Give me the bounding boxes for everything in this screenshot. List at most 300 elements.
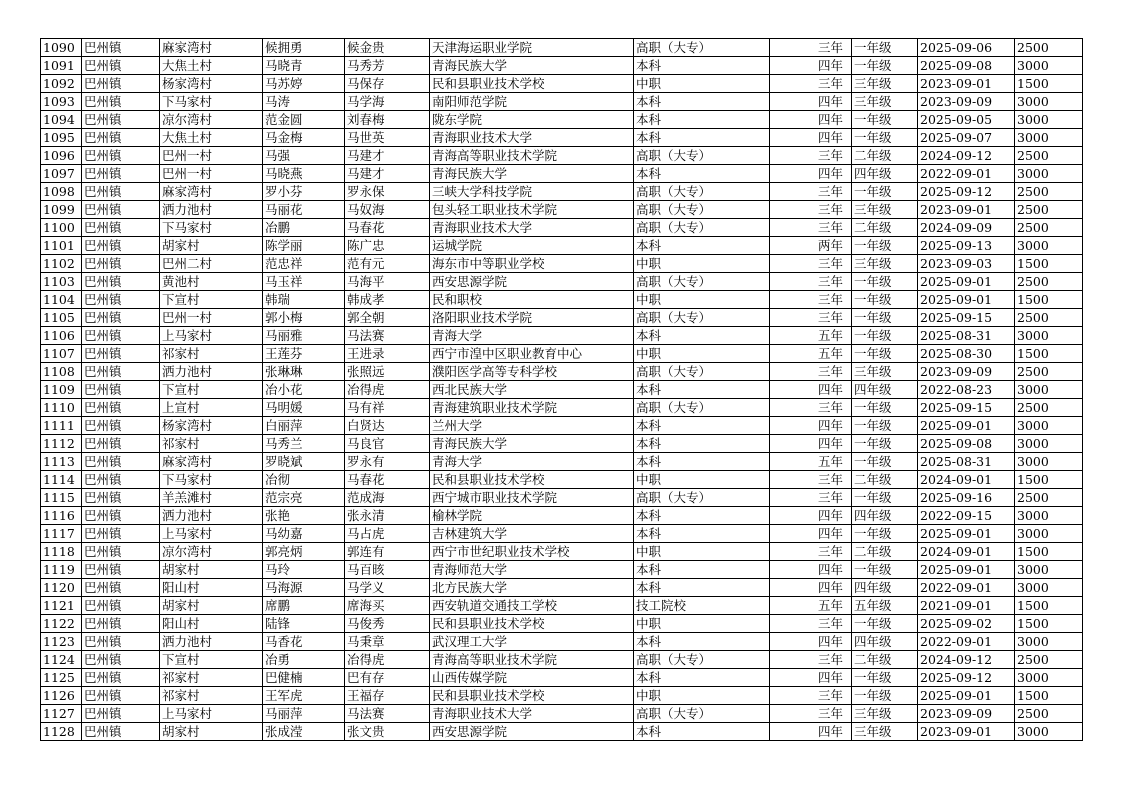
grade-cell: 一年级	[852, 417, 918, 435]
student-name-cell: 马丽雅	[263, 327, 345, 345]
education-level-cell: 高职（大专）	[634, 219, 770, 237]
grade-cell: 二年级	[852, 543, 918, 561]
student-name-cell: 马强	[263, 147, 345, 165]
education-level-cell: 本科	[634, 417, 770, 435]
program-length-cell: 三年	[770, 273, 852, 291]
table-row	[41, 507, 1083, 525]
village-cell: 杨家湾村	[160, 75, 263, 93]
village-cell: 大焦土村	[160, 129, 263, 147]
program-length-cell: 三年	[770, 255, 852, 273]
aid-amount-cell: 1500	[1015, 255, 1083, 273]
student-name-cell: 范宗亮	[263, 489, 345, 507]
enrollment-date-cell: 2022-09-01	[918, 165, 1015, 183]
student-name-cell: 席鹏	[263, 597, 345, 615]
grade-cell: 五年级	[852, 597, 918, 615]
town-cell: 巴州镇	[82, 561, 160, 579]
row-number-cell: 1103	[41, 273, 82, 291]
town-cell: 巴州镇	[82, 39, 160, 57]
education-level-cell: 本科	[634, 93, 770, 111]
education-level-cell: 本科	[634, 129, 770, 147]
student-name-cell: 马香花	[263, 633, 345, 651]
school-cell: 武汉理工大学	[430, 633, 634, 651]
grade-cell: 二年级	[852, 147, 918, 165]
grade-cell: 一年级	[852, 453, 918, 471]
program-length-cell: 四年	[770, 381, 852, 399]
student-name-cell: 范金圆	[263, 111, 345, 129]
aid-amount-cell: 3000	[1015, 453, 1083, 471]
school-cell: 青海大学	[430, 327, 634, 345]
aid-amount-cell: 1500	[1015, 543, 1083, 561]
aid-amount-cell: 1500	[1015, 291, 1083, 309]
row-number-cell: 1096	[41, 147, 82, 165]
enrollment-date-cell: 2023-09-09	[918, 705, 1015, 723]
student-name-cell: 马幼嘉	[263, 525, 345, 543]
education-level-cell: 本科	[634, 165, 770, 183]
student-name-cell: 马涛	[263, 93, 345, 111]
aid-amount-cell: 3000	[1015, 165, 1083, 183]
program-length-cell: 三年	[770, 309, 852, 327]
aid-amount-cell: 1500	[1015, 615, 1083, 633]
table-row	[41, 363, 1083, 381]
guardian-name-cell: 冶得虎	[345, 381, 430, 399]
education-level-cell: 高职（大专）	[634, 309, 770, 327]
education-level-cell: 本科	[634, 237, 770, 255]
education-level-cell: 本科	[634, 525, 770, 543]
town-cell: 巴州镇	[82, 615, 160, 633]
town-cell: 巴州镇	[82, 165, 160, 183]
guardian-name-cell: 席海买	[345, 597, 430, 615]
program-length-cell: 四年	[770, 111, 852, 129]
village-cell: 洒力池村	[160, 363, 263, 381]
education-level-cell: 中职	[634, 687, 770, 705]
enrollment-date-cell: 2025-09-06	[918, 39, 1015, 57]
guardian-name-cell: 郭连有	[345, 543, 430, 561]
program-length-cell: 五年	[770, 345, 852, 363]
guardian-name-cell: 马法赛	[345, 327, 430, 345]
program-length-cell: 四年	[770, 525, 852, 543]
town-cell: 巴州镇	[82, 363, 160, 381]
aid-amount-cell: 2500	[1015, 489, 1083, 507]
education-level-cell: 高职（大专）	[634, 363, 770, 381]
village-cell: 祁家村	[160, 435, 263, 453]
row-number-cell: 1093	[41, 93, 82, 111]
aid-amount-cell: 2500	[1015, 273, 1083, 291]
row-number-cell: 1101	[41, 237, 82, 255]
village-cell: 巴州一村	[160, 147, 263, 165]
grade-cell: 一年级	[852, 183, 918, 201]
village-cell: 下宣村	[160, 291, 263, 309]
row-number-cell: 1095	[41, 129, 82, 147]
town-cell: 巴州镇	[82, 723, 160, 741]
enrollment-date-cell: 2025-08-30	[918, 345, 1015, 363]
grade-cell: 一年级	[852, 237, 918, 255]
program-length-cell: 四年	[770, 129, 852, 147]
grade-cell: 一年级	[852, 435, 918, 453]
town-cell: 巴州镇	[82, 219, 160, 237]
student-name-cell: 马苏婷	[263, 75, 345, 93]
education-level-cell: 本科	[634, 669, 770, 687]
program-length-cell: 四年	[770, 579, 852, 597]
row-number-cell: 1122	[41, 615, 82, 633]
grade-cell: 二年级	[852, 471, 918, 489]
enrollment-date-cell: 2025-09-15	[918, 399, 1015, 417]
aid-amount-cell: 2500	[1015, 309, 1083, 327]
row-number-cell: 1127	[41, 705, 82, 723]
program-length-cell: 四年	[770, 93, 852, 111]
grade-cell: 一年级	[852, 561, 918, 579]
town-cell: 巴州镇	[82, 687, 160, 705]
grade-cell: 三年级	[852, 723, 918, 741]
guardian-name-cell: 马俊秀	[345, 615, 430, 633]
grade-cell: 一年级	[852, 273, 918, 291]
guardian-name-cell: 马春花	[345, 219, 430, 237]
student-name-cell: 马晓青	[263, 57, 345, 75]
education-level-cell: 中职	[634, 471, 770, 489]
village-cell: 麻家湾村	[160, 183, 263, 201]
enrollment-date-cell: 2025-09-08	[918, 435, 1015, 453]
school-cell: 青海高等职业技术学院	[430, 147, 634, 165]
grade-cell: 一年级	[852, 39, 918, 57]
town-cell: 巴州镇	[82, 129, 160, 147]
guardian-name-cell: 张文贵	[345, 723, 430, 741]
village-cell: 祁家村	[160, 345, 263, 363]
town-cell: 巴州镇	[82, 633, 160, 651]
enrollment-date-cell: 2025-09-13	[918, 237, 1015, 255]
aid-amount-cell: 2500	[1015, 363, 1083, 381]
grade-cell: 一年级	[852, 57, 918, 75]
grade-cell: 四年级	[852, 381, 918, 399]
guardian-name-cell: 陈广忠	[345, 237, 430, 255]
row-number-cell: 1113	[41, 453, 82, 471]
enrollment-date-cell: 2023-09-01	[918, 201, 1015, 219]
village-cell: 黄池村	[160, 273, 263, 291]
student-name-cell: 候拥勇	[263, 39, 345, 57]
row-number-cell: 1104	[41, 291, 82, 309]
guardian-name-cell: 马有祥	[345, 399, 430, 417]
table-row	[41, 309, 1083, 327]
row-number-cell: 1118	[41, 543, 82, 561]
town-cell: 巴州镇	[82, 705, 160, 723]
row-number-cell: 1111	[41, 417, 82, 435]
aid-amount-cell: 3000	[1015, 129, 1083, 147]
table-row	[41, 291, 1083, 309]
grade-cell: 一年级	[852, 615, 918, 633]
village-cell: 胡家村	[160, 237, 263, 255]
village-cell: 阳山村	[160, 579, 263, 597]
table-row	[41, 669, 1083, 687]
education-level-cell: 高职（大专）	[634, 489, 770, 507]
student-name-cell: 白丽萍	[263, 417, 345, 435]
aid-amount-cell: 3000	[1015, 723, 1083, 741]
program-length-cell: 三年	[770, 489, 852, 507]
school-cell: 青海职业技术大学	[430, 705, 634, 723]
grade-cell: 一年级	[852, 345, 918, 363]
student-name-cell: 马明媛	[263, 399, 345, 417]
school-cell: 青海民族大学	[430, 57, 634, 75]
row-number-cell: 1094	[41, 111, 82, 129]
program-length-cell: 三年	[770, 363, 852, 381]
enrollment-date-cell: 2025-08-31	[918, 453, 1015, 471]
row-number-cell: 1109	[41, 381, 82, 399]
table-row	[41, 633, 1083, 651]
education-level-cell: 本科	[634, 579, 770, 597]
row-number-cell: 1123	[41, 633, 82, 651]
education-level-cell: 高职（大专）	[634, 273, 770, 291]
student-name-cell: 马晓燕	[263, 165, 345, 183]
table-row	[41, 453, 1083, 471]
grade-cell: 一年级	[852, 399, 918, 417]
program-length-cell: 四年	[770, 723, 852, 741]
student-name-cell: 马秀兰	[263, 435, 345, 453]
aid-amount-cell: 1500	[1015, 471, 1083, 489]
aid-amount-cell: 3000	[1015, 669, 1083, 687]
aid-amount-cell: 3000	[1015, 381, 1083, 399]
guardian-name-cell: 刘春梅	[345, 111, 430, 129]
table-row	[41, 381, 1083, 399]
grade-cell: 四年级	[852, 507, 918, 525]
program-length-cell: 三年	[770, 615, 852, 633]
town-cell: 巴州镇	[82, 237, 160, 255]
village-cell: 下宣村	[160, 381, 263, 399]
guardian-name-cell: 巴有存	[345, 669, 430, 687]
town-cell: 巴州镇	[82, 651, 160, 669]
table-row	[41, 237, 1083, 255]
guardian-name-cell: 白贤达	[345, 417, 430, 435]
table-row	[41, 471, 1083, 489]
grade-cell: 三年级	[852, 93, 918, 111]
row-number-cell: 1097	[41, 165, 82, 183]
grade-cell: 一年级	[852, 525, 918, 543]
school-cell: 青海民族大学	[430, 435, 634, 453]
table-row	[41, 543, 1083, 561]
guardian-name-cell: 王福存	[345, 687, 430, 705]
row-number-cell: 1105	[41, 309, 82, 327]
row-number-cell: 1108	[41, 363, 82, 381]
town-cell: 巴州镇	[82, 57, 160, 75]
school-cell: 吉林建筑大学	[430, 525, 634, 543]
table-row	[41, 147, 1083, 165]
education-level-cell: 中职	[634, 543, 770, 561]
row-number-cell: 1092	[41, 75, 82, 93]
aid-amount-cell: 2500	[1015, 705, 1083, 723]
town-cell: 巴州镇	[82, 597, 160, 615]
village-cell: 胡家村	[160, 723, 263, 741]
row-number-cell: 1098	[41, 183, 82, 201]
education-level-cell: 中职	[634, 345, 770, 363]
student-name-cell: 冶鹏	[263, 219, 345, 237]
program-length-cell: 四年	[770, 165, 852, 183]
town-cell: 巴州镇	[82, 381, 160, 399]
enrollment-date-cell: 2025-09-16	[918, 489, 1015, 507]
guardian-name-cell: 马学义	[345, 579, 430, 597]
village-cell: 巴州二村	[160, 255, 263, 273]
enrollment-date-cell: 2023-09-01	[918, 723, 1015, 741]
enrollment-date-cell: 2023-09-09	[918, 93, 1015, 111]
school-cell: 青海职业技术大学	[430, 219, 634, 237]
enrollment-date-cell: 2025-09-01	[918, 273, 1015, 291]
row-number-cell: 1119	[41, 561, 82, 579]
row-number-cell: 1102	[41, 255, 82, 273]
table-row	[41, 165, 1083, 183]
aid-amount-cell: 3000	[1015, 633, 1083, 651]
school-cell: 榆林学院	[430, 507, 634, 525]
enrollment-date-cell: 2025-09-01	[918, 687, 1015, 705]
table-row	[41, 435, 1083, 453]
town-cell: 巴州镇	[82, 489, 160, 507]
row-number-cell: 1099	[41, 201, 82, 219]
village-cell: 洒力池村	[160, 507, 263, 525]
education-level-cell: 本科	[634, 633, 770, 651]
program-length-cell: 五年	[770, 453, 852, 471]
education-level-cell: 本科	[634, 435, 770, 453]
table-row	[41, 651, 1083, 669]
row-number-cell: 1116	[41, 507, 82, 525]
town-cell: 巴州镇	[82, 147, 160, 165]
student-name-cell: 陆锋	[263, 615, 345, 633]
school-cell: 青海民族大学	[430, 165, 634, 183]
village-cell: 上马家村	[160, 327, 263, 345]
program-length-cell: 三年	[770, 201, 852, 219]
enrollment-date-cell: 2022-09-15	[918, 507, 1015, 525]
table-row	[41, 93, 1083, 111]
enrollment-date-cell: 2024-09-09	[918, 219, 1015, 237]
town-cell: 巴州镇	[82, 399, 160, 417]
school-cell: 包头轻工职业技术学院	[430, 201, 634, 219]
guardian-name-cell: 马建才	[345, 147, 430, 165]
program-length-cell: 四年	[770, 435, 852, 453]
program-length-cell: 四年	[770, 57, 852, 75]
school-cell: 民和县职业技术学校	[430, 687, 634, 705]
program-length-cell: 四年	[770, 561, 852, 579]
village-cell: 凉尔湾村	[160, 111, 263, 129]
guardian-name-cell: 马海平	[345, 273, 430, 291]
row-number-cell: 1126	[41, 687, 82, 705]
guardian-name-cell: 马秉章	[345, 633, 430, 651]
enrollment-date-cell: 2025-09-01	[918, 561, 1015, 579]
row-number-cell: 1110	[41, 399, 82, 417]
table-row	[41, 57, 1083, 75]
town-cell: 巴州镇	[82, 273, 160, 291]
table-row	[41, 597, 1083, 615]
table-row	[41, 129, 1083, 147]
town-cell: 巴州镇	[82, 543, 160, 561]
enrollment-date-cell: 2024-09-12	[918, 147, 1015, 165]
village-cell: 大焦土村	[160, 57, 263, 75]
table-row	[41, 183, 1083, 201]
school-cell: 民和县职业技术学校	[430, 615, 634, 633]
school-cell: 民和县职业技术学校	[430, 75, 634, 93]
aid-amount-cell: 2500	[1015, 399, 1083, 417]
aid-amount-cell: 3000	[1015, 525, 1083, 543]
aid-amount-cell: 3000	[1015, 417, 1083, 435]
table-row	[41, 327, 1083, 345]
school-cell: 山西传媒学院	[430, 669, 634, 687]
student-name-cell: 罗小芬	[263, 183, 345, 201]
village-cell: 祁家村	[160, 669, 263, 687]
student-name-cell: 马丽萍	[263, 705, 345, 723]
school-cell: 濮阳医学高等专科学校	[430, 363, 634, 381]
table-row	[41, 273, 1083, 291]
student-name-cell: 冶勇	[263, 651, 345, 669]
program-length-cell: 五年	[770, 327, 852, 345]
enrollment-date-cell: 2024-09-12	[918, 651, 1015, 669]
town-cell: 巴州镇	[82, 93, 160, 111]
program-length-cell: 三年	[770, 147, 852, 165]
table-row	[41, 561, 1083, 579]
guardian-name-cell: 马百晐	[345, 561, 430, 579]
row-number-cell: 1112	[41, 435, 82, 453]
table-row	[41, 579, 1083, 597]
school-cell: 海东市中等职业学校	[430, 255, 634, 273]
town-cell: 巴州镇	[82, 255, 160, 273]
row-number-cell: 1125	[41, 669, 82, 687]
enrollment-date-cell: 2025-09-08	[918, 57, 1015, 75]
school-cell: 洛阳职业技术学院	[430, 309, 634, 327]
enrollment-date-cell: 2023-09-03	[918, 255, 1015, 273]
town-cell: 巴州镇	[82, 669, 160, 687]
guardian-name-cell: 韩成孝	[345, 291, 430, 309]
aid-amount-cell: 2500	[1015, 219, 1083, 237]
school-cell: 兰州大学	[430, 417, 634, 435]
school-cell: 陇东学院	[430, 111, 634, 129]
row-number-cell: 1117	[41, 525, 82, 543]
village-cell: 胡家村	[160, 597, 263, 615]
grade-cell: 一年级	[852, 111, 918, 129]
village-cell: 下马家村	[160, 93, 263, 111]
enrollment-date-cell: 2023-09-01	[918, 75, 1015, 93]
school-cell: 青海大学	[430, 453, 634, 471]
enrollment-date-cell: 2022-09-01	[918, 633, 1015, 651]
education-level-cell: 本科	[634, 381, 770, 399]
grade-cell: 二年级	[852, 651, 918, 669]
guardian-name-cell: 马秀芳	[345, 57, 430, 75]
village-cell: 羊羔滩村	[160, 489, 263, 507]
row-number-cell: 1114	[41, 471, 82, 489]
table-row	[41, 489, 1083, 507]
town-cell: 巴州镇	[82, 183, 160, 201]
aid-amount-cell: 2500	[1015, 147, 1083, 165]
student-name-cell: 张琳琳	[263, 363, 345, 381]
guardian-name-cell: 范有元	[345, 255, 430, 273]
aid-amount-cell: 3000	[1015, 579, 1083, 597]
grade-cell: 三年级	[852, 75, 918, 93]
village-cell: 凉尔湾村	[160, 543, 263, 561]
table-row	[41, 723, 1083, 741]
student-name-cell: 范忠祥	[263, 255, 345, 273]
grade-cell: 三年级	[852, 255, 918, 273]
table-row	[41, 615, 1083, 633]
guardian-name-cell: 范成海	[345, 489, 430, 507]
student-name-cell: 郭小梅	[263, 309, 345, 327]
program-length-cell: 三年	[770, 705, 852, 723]
program-length-cell: 四年	[770, 417, 852, 435]
education-level-cell: 中职	[634, 75, 770, 93]
education-level-cell: 本科	[634, 723, 770, 741]
village-cell: 胡家村	[160, 561, 263, 579]
student-name-cell: 罗晓斌	[263, 453, 345, 471]
student-name-cell: 郭亮炳	[263, 543, 345, 561]
education-level-cell: 高职（大专）	[634, 183, 770, 201]
grade-cell: 一年级	[852, 669, 918, 687]
aid-amount-cell: 2500	[1015, 201, 1083, 219]
aid-amount-cell: 3000	[1015, 327, 1083, 345]
student-name-cell: 韩瑞	[263, 291, 345, 309]
table-row	[41, 75, 1083, 93]
town-cell: 巴州镇	[82, 471, 160, 489]
guardian-name-cell: 冶得虎	[345, 651, 430, 669]
row-number-cell: 1115	[41, 489, 82, 507]
student-name-cell: 巴健楠	[263, 669, 345, 687]
